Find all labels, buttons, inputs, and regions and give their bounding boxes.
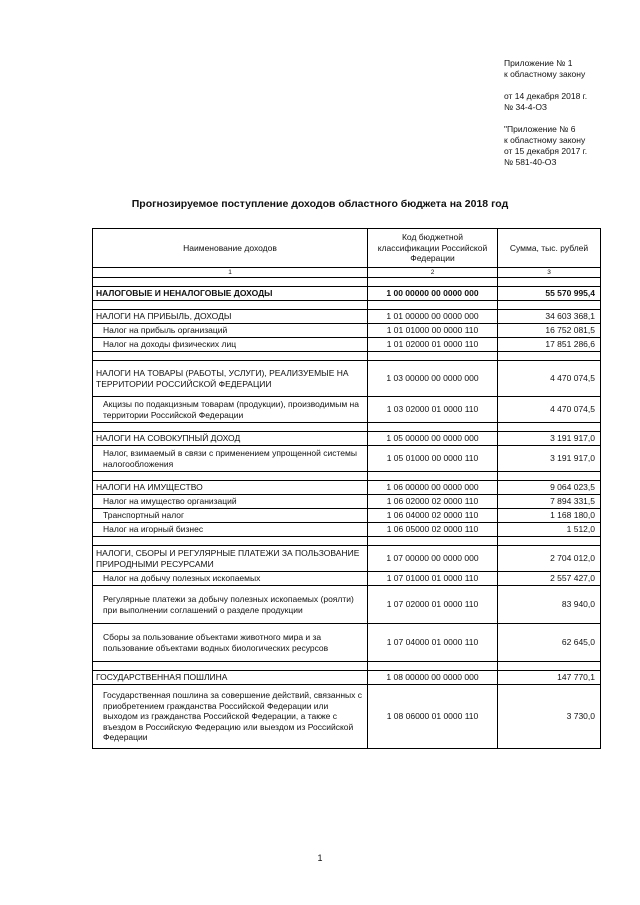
table-row bbox=[93, 624, 601, 662]
row-code: 1 08 06000 01 0000 110 bbox=[368, 685, 498, 749]
row-amount: 3 191 917,0 bbox=[498, 432, 601, 446]
row-code: 1 05 01000 00 0000 110 bbox=[368, 446, 498, 472]
appendix-line: от 14 декабря 2018 г. bbox=[504, 91, 588, 101]
row-code: 1 01 00000 00 0000 000 bbox=[368, 310, 498, 324]
row-amount: 2 557 427,0 bbox=[498, 572, 601, 586]
row-name: Транспортный налог bbox=[93, 509, 368, 523]
table-row bbox=[93, 523, 601, 537]
header-code: Код бюджетной классификации Российской Федерации bbox=[368, 229, 498, 268]
table-row bbox=[93, 586, 601, 624]
row-code: 1 07 02000 01 0000 110 bbox=[368, 586, 498, 624]
table-row bbox=[93, 397, 601, 423]
row-name: Сборы за пользование объектами животного мира и за пользование объектами водных биологических ресурсов bbox=[93, 624, 368, 662]
row-amount: 62 645,0 bbox=[498, 624, 601, 662]
table-row bbox=[93, 338, 601, 352]
table-row bbox=[93, 432, 601, 446]
row-code: 1 00 00000 00 0000 000 bbox=[368, 287, 498, 301]
table-row bbox=[93, 685, 601, 749]
row-amount: 4 470 074,5 bbox=[498, 397, 601, 423]
row-amount: 7 894 331,5 bbox=[498, 495, 601, 509]
row-amount: 3 730,0 bbox=[498, 685, 601, 749]
row-name: ГОСУДАРСТВЕННАЯ ПОШЛИНА bbox=[93, 671, 368, 685]
table-header-row bbox=[93, 229, 601, 268]
table-row bbox=[93, 671, 601, 685]
row-code: 1 01 02000 01 0000 110 bbox=[368, 338, 498, 352]
row-name: Налог на игорный бизнес bbox=[93, 523, 368, 537]
column-number-row bbox=[93, 268, 601, 278]
row-amount: 17 851 286,6 bbox=[498, 338, 601, 352]
row-name: НАЛОГИ НА ИМУЩЕСТВО bbox=[93, 481, 368, 495]
row-code: 1 08 00000 00 0000 000 bbox=[368, 671, 498, 685]
appendix-line: № 581-40-ОЗ bbox=[504, 157, 557, 167]
row-amount: 147 770,1 bbox=[498, 671, 601, 685]
document-title: Прогнозируемое поступление доходов областного бюджета на 2018 год bbox=[131, 198, 509, 210]
row-code: 1 06 00000 00 0000 000 bbox=[368, 481, 498, 495]
column-number: 2 bbox=[368, 268, 498, 278]
row-name: НАЛОГИ НА ТОВАРЫ (РАБОТЫ, УСЛУГИ), РЕАЛИЗУЕМЫЕ НА ТЕРРИТОРИИ РОССИЙСКОЙ ФЕДЕРАЦИИ bbox=[93, 361, 368, 397]
row-amount: 2 704 012,0 bbox=[498, 546, 601, 572]
table-row bbox=[93, 572, 601, 586]
row-code: 1 06 05000 02 0000 110 bbox=[368, 523, 498, 537]
row-code: 1 07 00000 00 0000 000 bbox=[368, 546, 498, 572]
row-amount: 4 470 074,5 bbox=[498, 361, 601, 397]
row-name: Регулярные платежи за добычу полезных ископаемых (роялти) при выполнении соглашений о разделе продукции bbox=[93, 586, 368, 624]
table-row bbox=[93, 310, 601, 324]
row-code: 1 03 02000 01 0000 110 bbox=[368, 397, 498, 423]
row-code: 1 06 04000 02 0000 110 bbox=[368, 509, 498, 523]
row-name: Налог на доходы физических лиц bbox=[93, 338, 368, 352]
table-row bbox=[93, 361, 601, 397]
row-amount: 16 752 081,5 bbox=[498, 324, 601, 338]
table-row bbox=[93, 446, 601, 472]
row-name: Налог на прибыль организаций bbox=[93, 324, 368, 338]
revenue-table bbox=[92, 228, 601, 749]
table-row bbox=[93, 546, 601, 572]
header-name: Наименование доходов bbox=[93, 229, 368, 268]
row-amount: 1 512,0 bbox=[498, 523, 601, 537]
appendix-line: "Приложение № 6 bbox=[504, 124, 576, 134]
table-row bbox=[93, 509, 601, 523]
row-amount: 55 570 995,4 bbox=[498, 287, 601, 301]
header-amount: Сумма, тыс. рублей bbox=[498, 229, 601, 268]
row-name: Акцизы по подакцизным товарам (продукции), производимым на территории Российской Федерации bbox=[93, 397, 368, 423]
table-row bbox=[93, 481, 601, 495]
row-amount: 34 603 368,1 bbox=[498, 310, 601, 324]
table-row bbox=[93, 287, 601, 301]
column-number: 3 bbox=[498, 268, 601, 278]
row-name: Государственная пошлина за совершение действий, связанных с приобретением гражданства Российской Федерации или выходом из гражданства Российской Федерации, а также с въездом в Российскую Федерацию или выездом из Российской Федерации bbox=[93, 685, 368, 749]
row-code: 1 06 02000 02 0000 110 bbox=[368, 495, 498, 509]
row-name: НАЛОГИ, СБОРЫ И РЕГУЛЯРНЫЕ ПЛАТЕЖИ ЗА ПОЛЬЗОВАНИЕ ПРИРОДНЫМИ РЕСУРСАМИ bbox=[93, 546, 368, 572]
row-name: НАЛОГИ НА ПРИБЫЛЬ, ДОХОДЫ bbox=[93, 310, 368, 324]
table-row bbox=[93, 324, 601, 338]
appendix-block bbox=[504, 58, 587, 168]
appendix-line: к областному закону bbox=[504, 135, 586, 145]
row-name: Налог на добычу полезных ископаемых bbox=[93, 572, 368, 586]
row-code: 1 03 00000 00 0000 000 bbox=[368, 361, 498, 397]
row-code: 1 07 04000 01 0000 110 bbox=[368, 624, 498, 662]
row-amount: 3 191 917,0 bbox=[498, 446, 601, 472]
row-code: 1 05 00000 00 0000 000 bbox=[368, 432, 498, 446]
row-name: НАЛОГИ НА СОВОКУПНЫЙ ДОХОД bbox=[93, 432, 368, 446]
column-number: 1 bbox=[93, 268, 368, 278]
page-number: 1 bbox=[317, 853, 323, 863]
row-amount: 83 940,0 bbox=[498, 586, 601, 624]
row-amount: 1 168 180,0 bbox=[498, 509, 601, 523]
table-row bbox=[93, 495, 601, 509]
appendix-line: Приложение № 1 bbox=[504, 58, 573, 68]
row-name: Налог, взимаемый в связи с применением упрощенной системы налогообложения bbox=[93, 446, 368, 472]
row-amount: 9 064 023,5 bbox=[498, 481, 601, 495]
row-name: НАЛОГОВЫЕ И НЕНАЛОГОВЫЕ ДОХОДЫ bbox=[93, 287, 368, 301]
row-code: 1 07 01000 01 0000 110 bbox=[368, 572, 498, 586]
row-name: Налог на имущество организаций bbox=[93, 495, 368, 509]
row-code: 1 01 01000 00 0000 110 bbox=[368, 324, 498, 338]
appendix-line: № 34-4-ОЗ bbox=[504, 102, 548, 112]
appendix-line: к областному закону bbox=[504, 69, 586, 79]
appendix-line: от 15 декабря 2017 г. bbox=[504, 146, 588, 156]
